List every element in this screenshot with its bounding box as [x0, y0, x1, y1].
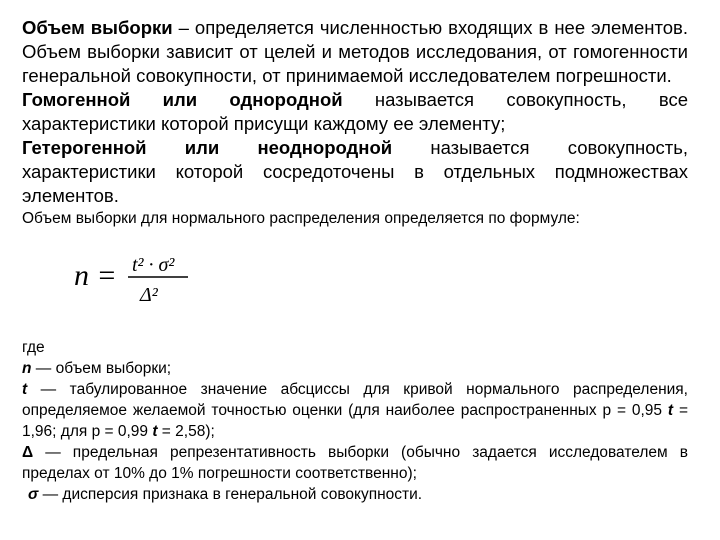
- definition-t: [22, 379, 688, 442]
- symbol-sigma: σ: [28, 486, 39, 503]
- formula-denominator: Δ²: [140, 284, 158, 306]
- definition-sigma: [22, 484, 688, 505]
- document-body: [22, 16, 688, 229]
- definition-t-text: — табулированное значение абсциссы для кривой нормального распределения, определяемое желаемой точностью оценки (для наиболее распространенных р = 0,95: [22, 381, 688, 419]
- formula-intro: Объем выборки для нормального распределения определяется по формуле:: [22, 210, 580, 227]
- definition-t-text-2: = 1,96; для р = 0,99: [22, 402, 689, 440]
- definition-sample-size: – определяется численностью входящих в нее элементов. Объем выборки зависит от целей и методов исследования, от гомогенности генеральной совокупности, от принимаемой исследователем погрешности.: [22, 17, 688, 86]
- paragraph-homogeneous: [22, 88, 688, 136]
- formula-numerator: t² · σ²: [132, 254, 175, 276]
- definition-n-text: — объем выборки;: [31, 360, 172, 377]
- symbol-t-inline-1: t: [667, 402, 674, 419]
- symbol-t-inline-2: t: [152, 423, 158, 440]
- where-label: где: [22, 339, 45, 356]
- formula-lhs: n =: [74, 259, 117, 292]
- symbol-delta: Δ: [22, 444, 34, 461]
- symbol-n: n: [22, 360, 32, 377]
- definition-heterogeneous: называется совокупность, характеристики которой сосредоточены в отдельных подмножествах элементов.: [22, 137, 688, 206]
- definition-t-text-3: = 2,58);: [157, 423, 215, 440]
- sample-size-formula: [70, 247, 190, 309]
- paragraph-sample-size: [22, 16, 688, 88]
- definition-sigma-text: — дисперсия признака в генеральной совокупности.: [38, 486, 423, 503]
- term-heterogeneous: Гетерогенной или неоднородной: [22, 137, 393, 158]
- definition-delta-text: — предельная репрезентативность выборки (обычно задается исследователем в пределах от 10% до 1% погрешности соответственно);: [22, 444, 688, 482]
- term-homogeneous: Гомогенной или однородной: [22, 89, 343, 110]
- term-sample-size: Объем выборки: [22, 17, 173, 38]
- definition-homogeneous: называется совокупность, все характеристики которой присущи каждому ее элементу;: [22, 89, 688, 134]
- variable-definitions: [22, 337, 688, 505]
- formula-drawing: [70, 247, 190, 309]
- definition-n: [22, 358, 688, 379]
- definition-delta: [22, 442, 688, 484]
- paragraph-heterogeneous: [22, 136, 688, 208]
- symbol-t: t: [22, 381, 28, 398]
